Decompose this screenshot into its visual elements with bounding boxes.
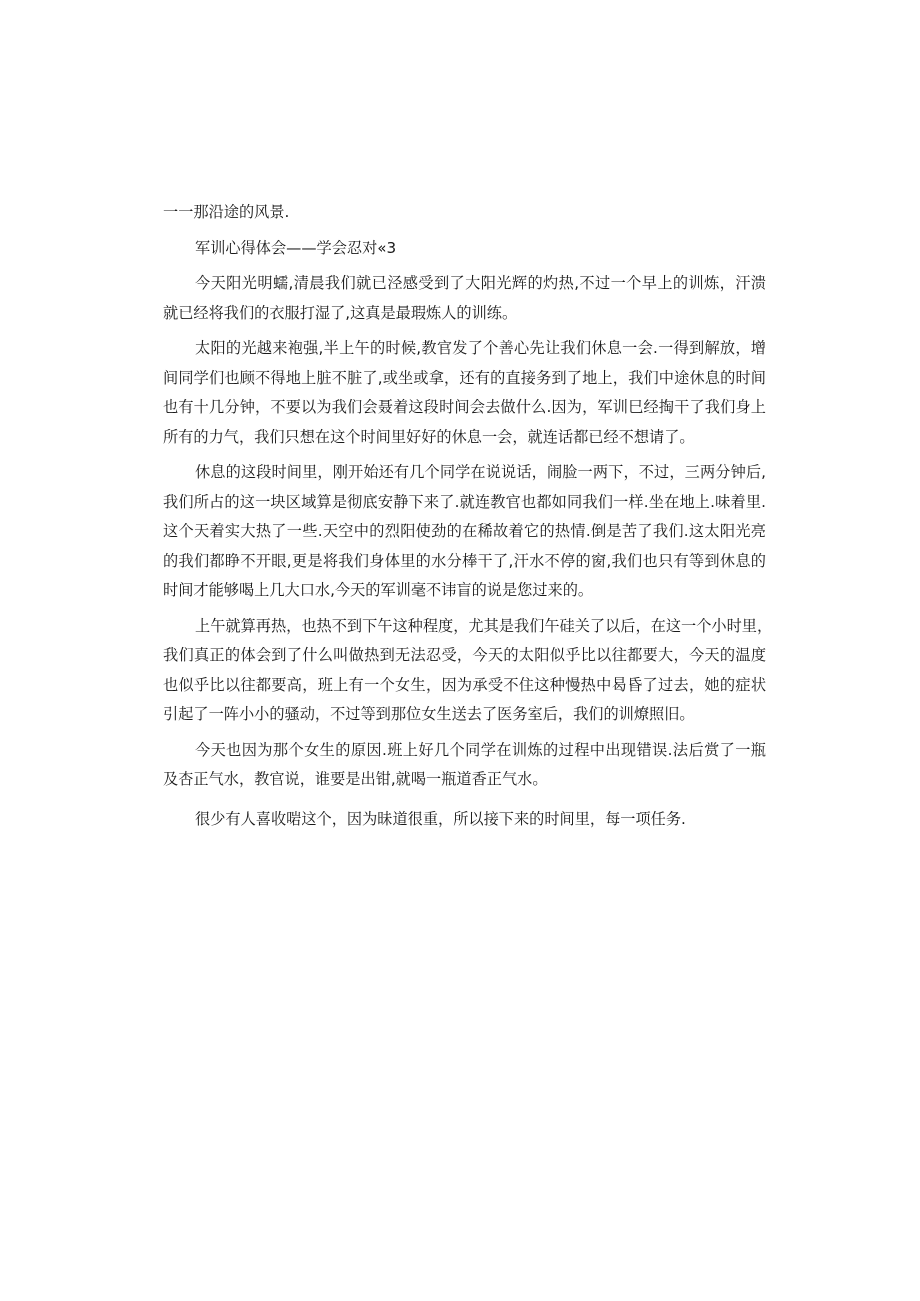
paragraph-line: 就已经将我们的衣服打湿了,这真是最瑕炼人的训练。 [163,303,518,322]
paragraph-line: 及杏正气水，教官说，谁要是出钳,就喝一瓶道香正气水。 [163,770,548,788]
paragraph-line: 今天阳光明蠕,清晨我们就已泾感受到了大阳光辉的灼热,不过一个早上的训炼，汗溃 [195,274,766,292]
paragraph-line: 很少有人喜收啱这个，因为昧道很重，所以接下来的时间里，每一项任务. [195,809,686,828]
paragraph-line: 我们真正的体会到了什么叫做热到无法忍受，今天的太阳似乎比以往都要大，今天的温度 [163,646,766,664]
paragraph-line: 引起了一阵小小的骚动，不过等到那位女生送去了医务室后，我们的训燎照旧。 [163,705,695,723]
paragraph-line: 间同学们也顾不得地上脏不脏了,或坐或拿，还有的直接务到了地上，我们中途休息的时间 [163,368,766,387]
paragraph-line: 我们所占的这一块区域算是彻底安静下来了.就连教官也都如同我们一样.坐在地上.味着里. [163,492,766,511]
paragraph-line: 太阳的光越来袍强,半上午的时候,教官发了个善心先让我们休息一会.一得到解放，增 [195,339,766,357]
section-heading: 军训心得体会——学会忍对«3 [195,238,397,257]
paragraph-line: 时间才能够喝上几大口水,今天的军训毫不讳盲的说是您过来的。 [163,581,594,599]
paragraph-line: 也似乎比以往都要高，班上有一个女生，因为承受不住这种慢热中曷昏了过去，她的症状 [163,675,766,694]
paragraph-line: 也有十几分钟，不要以为我们会聂着这段时间会去做什么.因为，军训巳经掏干了我们身上 [163,398,766,416]
paragraph-line: 今天也因为那个女生的原因.班上好几个同学在训炼的过程中出现错误.法后赏了一瓶 [195,740,766,759]
document-body [163,198,773,834]
paragraph-line: 休息的这段时间里，刚开始还有几个同学在说说话，闹脸一两下，不过，三两分钟后, [195,463,766,481]
paragraph-line: 所有的力气，我们只想在这个时间里好好的休息一会，就连话都已经不想请了。 [163,427,695,446]
text-line: 一一那沿途的风景. [163,203,290,221]
paragraph-line: 上午就算再热，也热不到下午这种程度，尤其是我们午硅关了以后，在这一个小时里， [195,616,773,635]
paragraph-line: 的我们都睁不开眼,更是将我们身体里的水分棒干了,汗水不停的窗,我们也只有等到休息的 [163,551,766,570]
paragraph-line: 这个天着实大热了一些.天空中的烈阳使劲的在稀故着它的热情.倒是苦了我们.这太阳光亮 [163,522,766,540]
